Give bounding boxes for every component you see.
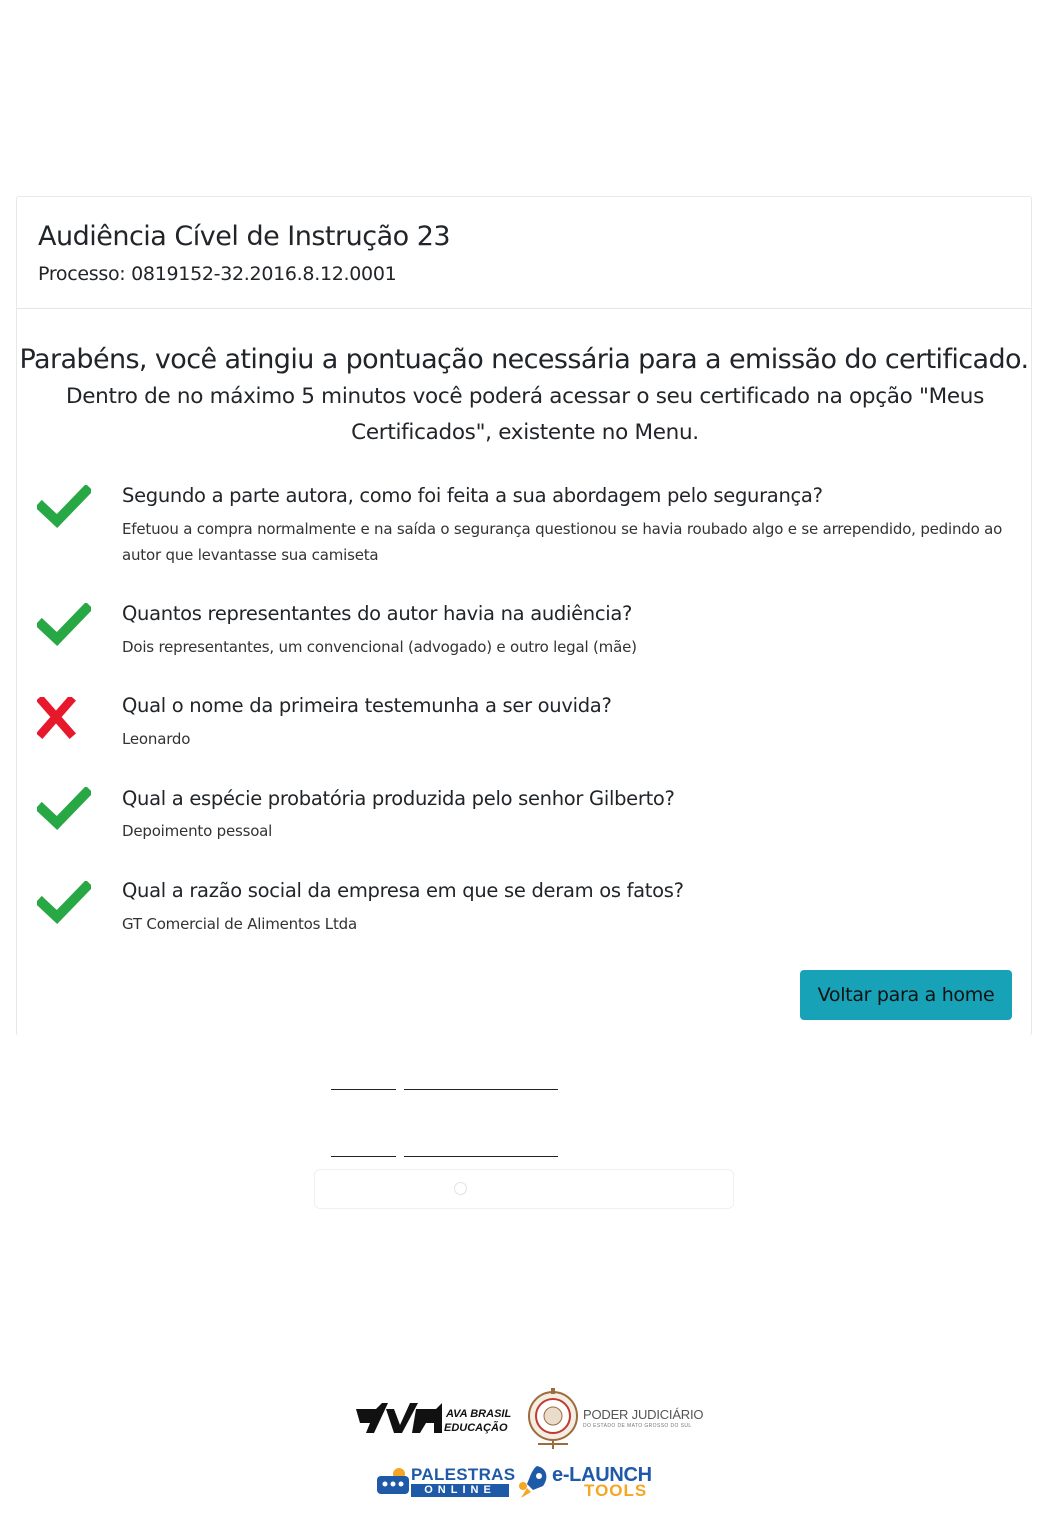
- check-icon: [37, 881, 91, 925]
- ava-brasil-logo-icon: [356, 1403, 442, 1435]
- process-number: Processo: 0819152-32.2016.8.12.0001: [38, 263, 397, 285]
- check-icon: [37, 603, 91, 647]
- online-text: ONLINE: [411, 1484, 509, 1497]
- divider-line: [331, 1156, 396, 1157]
- back-to-home-button[interactable]: Voltar para a home: [800, 970, 1012, 1020]
- quiz-result-card: [16, 196, 1032, 1036]
- circle-icon: [454, 1182, 467, 1195]
- check-icon: [37, 787, 91, 831]
- divider-line: [404, 1156, 558, 1157]
- poder-judiciario-subtitle: DO ESTADO DE MATO GROSSO DO SUL: [583, 1423, 692, 1429]
- answer-text: Depoimento pessoal: [122, 822, 273, 840]
- check-icon: [37, 485, 91, 529]
- divider-line: [404, 1089, 558, 1090]
- hearing-title: Audiência Cível de Instrução 23: [38, 221, 451, 252]
- question-text: Qual a espécie probatória produzida pelo senhor Gilberto?: [122, 787, 675, 810]
- question-text: Segundo a parte autora, como foi feita a sua abordagem pelo segurança?: [122, 484, 823, 507]
- ava-brasil-line1: AVA BRASIL: [446, 1408, 512, 1420]
- cross-icon: [37, 697, 91, 741]
- poder-judiciario-title: PODER JUDICIÁRIO: [583, 1407, 704, 1422]
- answer-text: GT Comercial de Alimentos Ltda: [122, 915, 357, 933]
- answer-text: Dois representantes, um convencional (advogado) e outro legal (mãe): [122, 638, 637, 656]
- congratulations-message: Parabéns, você atingiu a pontuação necessária para a emissão do certificado.: [19, 344, 1029, 375]
- answer-text: Efetuou a compra normalmente e na saída o segurança questionou se havia roubado algo e se arrependido, pedindo ao autor que levantasse sua camiseta: [122, 520, 1003, 564]
- question-text: Qual o nome da primeira testemunha a ser ouvida?: [122, 694, 612, 717]
- rocket-icon: [517, 1464, 551, 1500]
- card-header: [17, 197, 1031, 309]
- tools-text: TOOLS: [584, 1481, 648, 1500]
- answer-text: Leonardo: [122, 730, 191, 748]
- court-seal-icon: [524, 1386, 582, 1450]
- palestras-online-logo-icon: [377, 1468, 409, 1498]
- elaunch-text: e-LAUNCH: [552, 1464, 652, 1486]
- question-text: Quantos representantes do autor havia na audiência?: [122, 602, 633, 625]
- ava-brasil-line2: EDUCAÇÃO: [444, 1422, 508, 1434]
- divider-line: [331, 1089, 396, 1090]
- hidden-field-box: [314, 1169, 734, 1209]
- palestras-text: PALESTRAS: [411, 1465, 516, 1484]
- question-text: Qual a razão social da empresa em que se deram os fatos?: [122, 879, 684, 902]
- certificate-info: Dentro de no máximo 5 minutos você poderá acessar o seu certificado na opção "Meus Certificados", existente no Menu.: [66, 384, 984, 445]
